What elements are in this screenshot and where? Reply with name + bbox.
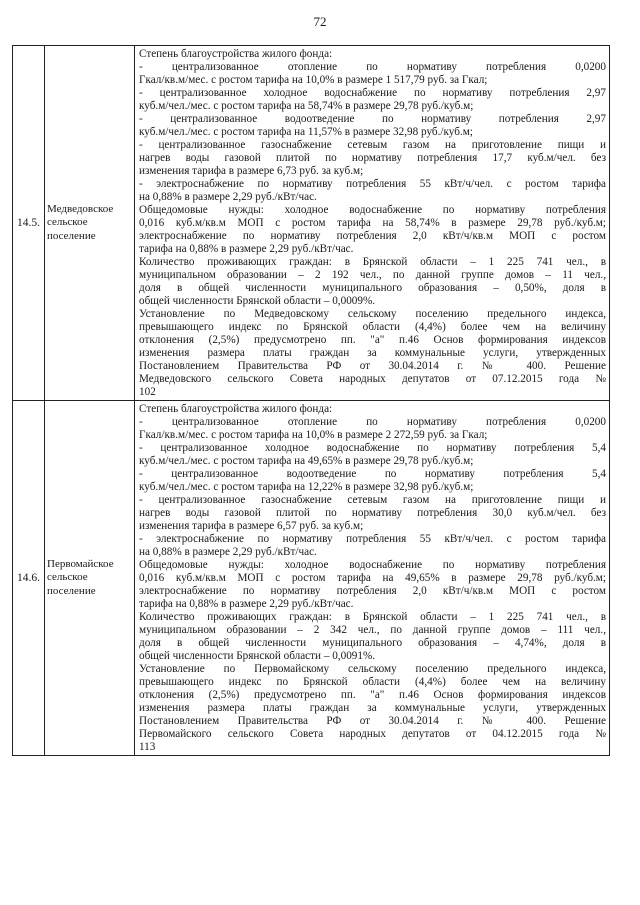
text-line: - централизованное газоснабжение сетевым газом на приготовление пищи и xyxy=(139,139,606,151)
description-paragraph xyxy=(139,204,606,256)
text-line: - электроснабжение по нормативу потребления 55 кВт/ч/чел. с ростом тарифа xyxy=(139,533,606,545)
text-line: на 0,88% в размере 2,29 руб./кВт/час. xyxy=(139,546,317,558)
description-paragraph xyxy=(139,611,606,663)
text-line: Общедомовые нужды: холодное водоснабжение по нормативу потребления xyxy=(139,204,606,216)
settlement-name-line: сельское xyxy=(47,571,88,584)
text-line: - централизованное водоотведение по нормативу потребления 5,4 xyxy=(139,468,606,480)
text-line: общей численности Брянской области – 0,0091%. xyxy=(139,650,376,662)
text-line: Медведовского сельского Совета народных депутатов от 07.12.2015 года № xyxy=(139,373,606,385)
text-line: 0,016 куб.м/кв.м МОП с ростом тарифа на 49,65% в размере 29,78 руб./куб.м; xyxy=(139,572,606,584)
table-row xyxy=(13,401,610,756)
tariff-table xyxy=(12,45,610,756)
text-line: - централизованное холодное водоснабжение по нормативу потребления 2,97 xyxy=(139,87,606,99)
description-paragraph xyxy=(139,403,606,559)
text-line: нагрев воды газовой плитой по нормативу потребления 17,7 куб.м/чел. без xyxy=(139,152,606,164)
text-line: 113 xyxy=(139,741,156,753)
text-line: куб.м/чел./мес. с ростом тарифа на 58,74% в размере 29,78 руб./куб.м; xyxy=(139,100,474,112)
settlement-name-line: поселение xyxy=(47,229,96,242)
text-line: нагрев воды газовой плитой по нормативу потребления 30,0 куб.м/чел. без xyxy=(139,507,606,519)
text-line: - централизованное водоотведение по нормативу потребления 2,97 xyxy=(139,113,606,125)
text-line: тарифа на 0,88% в размере 2,29 руб./кВт/час. xyxy=(139,598,354,610)
table-body xyxy=(13,46,610,756)
text-line: 102 xyxy=(139,386,156,398)
text-line: доля в общей численности муниципального образования – 4,74%, доля в xyxy=(139,637,606,649)
text-line: на 0,88% в размере 2,29 руб./кВт/час. xyxy=(139,191,317,203)
text-line: - централизованное отопление по нормативу потребления 0,0200 xyxy=(139,61,606,73)
text-line: куб.м/чел./мес. с ростом тарифа на 49,65% в размере 29,78 руб./куб.м; xyxy=(139,455,474,467)
description-paragraph xyxy=(139,663,606,754)
text-line: - электроснабжение по нормативу потребления 55 кВт/ч/чел. с ростом тарифа xyxy=(139,178,606,190)
text-line: куб.м/чел./мес. с ростом тарифа на 11,57% в размере 32,98 руб./куб.м; xyxy=(139,126,473,138)
text-line: Степень благоустройства жилого фонда: xyxy=(139,403,333,415)
text-line: изменения тарифа в размере 6,73 руб. за куб.м; xyxy=(139,165,364,177)
text-line: Гкал/кв.м/мес. с ростом тарифа на 10,0% в размере 2 272,59 руб. за Гкал; xyxy=(139,429,488,441)
tariff-description xyxy=(135,401,610,756)
text-line: муниципальном образовании – 2 342 чел., по данной группе домов – 111 чел., xyxy=(139,624,606,636)
text-line: Установление по Первомайскому сельскому поселению предельного индекса, xyxy=(139,663,606,675)
description-paragraph xyxy=(139,559,606,611)
text-line: куб.м/чел./мес. с ростом тарифа на 12,22% в размере 32,98 руб./куб.м; xyxy=(139,481,474,493)
text-line: 0,016 куб.м/кв.м МОП с ростом тарифа на 58,74% в размере 29,78 руб./куб.м; xyxy=(139,217,606,229)
text-line: Установление по Медведовскому сельскому поселению предельного индекса, xyxy=(139,308,606,320)
settlement-name-line: сельское xyxy=(47,216,88,229)
settlement-name-line: Медведовское xyxy=(47,202,114,215)
text-line: Постановлением Правительства РФ от 30.04.2014 г. № 400. Решение xyxy=(139,360,606,372)
text-line: Степень благоустройства жилого фонда: xyxy=(139,48,333,60)
text-line: электроснабжение по нормативу потребления 2,0 кВт/ч/кв.м МОП с ростом xyxy=(139,585,606,597)
text-line: муниципальном образовании – 2 192 чел., по данной группе домов – 11 чел., xyxy=(139,269,606,281)
text-line: доля в общей численности муниципального образования – 0,50%, доля в xyxy=(139,282,606,294)
text-line: превышающего индекс по Брянской области (4,4%) более чем на величину xyxy=(139,321,606,333)
text-line: - централизованное газоснабжение сетевым газом на приготовление пищи и xyxy=(139,494,606,506)
text-line: Постановлением Правительства РФ от 30.04.2014 г. № 400. Решение xyxy=(139,715,606,727)
text-line: изменения размера платы граждан за коммунальные услуги, утвержденных xyxy=(139,347,606,359)
description-paragraph xyxy=(139,256,606,308)
text-line: Количество проживающих граждан: в Брянской области – 1 225 741 чел., в xyxy=(139,256,606,268)
text-line: отклонения (2,5%) предусмотрено пп. "а" п.46 Основ формирования индексов xyxy=(139,689,606,701)
text-line: Общедомовые нужды: холодное водоснабжение по нормативу потребления xyxy=(139,559,606,571)
tariff-description xyxy=(135,46,610,401)
text-line: - централизованное отопление по нормативу потребления 0,0200 xyxy=(139,416,606,428)
text-line: электроснабжение по нормативу потребления 2,0 кВт/ч/кв.м МОП с ростом xyxy=(139,230,606,242)
settlement-name xyxy=(45,46,135,401)
settlement-name-line: Первомайское xyxy=(47,557,114,570)
text-line: общей численности Брянской области – 0,0009%. xyxy=(139,295,376,307)
text-line: Количество проживающих граждан: в Брянской области – 1 225 741 чел., в xyxy=(139,611,606,623)
settlement-name-line: поселение xyxy=(47,584,96,597)
description-paragraph xyxy=(139,48,606,204)
text-line: изменения тарифа в размере 6,57 руб. за куб.м; xyxy=(139,520,364,532)
text-line: отклонения (2,5%) предусмотрено пп. "а" п.46 Основ формирования индексов xyxy=(139,334,606,346)
text-line: Первомайского сельского Совета народных депутатов от 04.12.2015 года № xyxy=(139,728,606,740)
row-number: 14.5. xyxy=(13,46,45,401)
text-line: превышающего индекс по Брянской области (4,4%) более чем на величину xyxy=(139,676,606,688)
text-line: Гкал/кв.м/мес. с ростом тарифа на 10,0% в размере 1 517,79 руб. за Гкал; xyxy=(139,74,488,86)
text-line: - централизованное холодное водоснабжение по нормативу потребления 5,4 xyxy=(139,442,606,454)
row-number: 14.6. xyxy=(13,401,45,756)
page-number: 72 xyxy=(313,14,327,29)
table-row xyxy=(13,46,610,401)
description-paragraph xyxy=(139,308,606,399)
settlement-name xyxy=(45,401,135,756)
text-line: изменения размера платы граждан за коммунальные услуги, утвержденных xyxy=(139,702,606,714)
text-line: тарифа на 0,88% в размере 2,29 руб./кВт/час. xyxy=(139,243,354,255)
